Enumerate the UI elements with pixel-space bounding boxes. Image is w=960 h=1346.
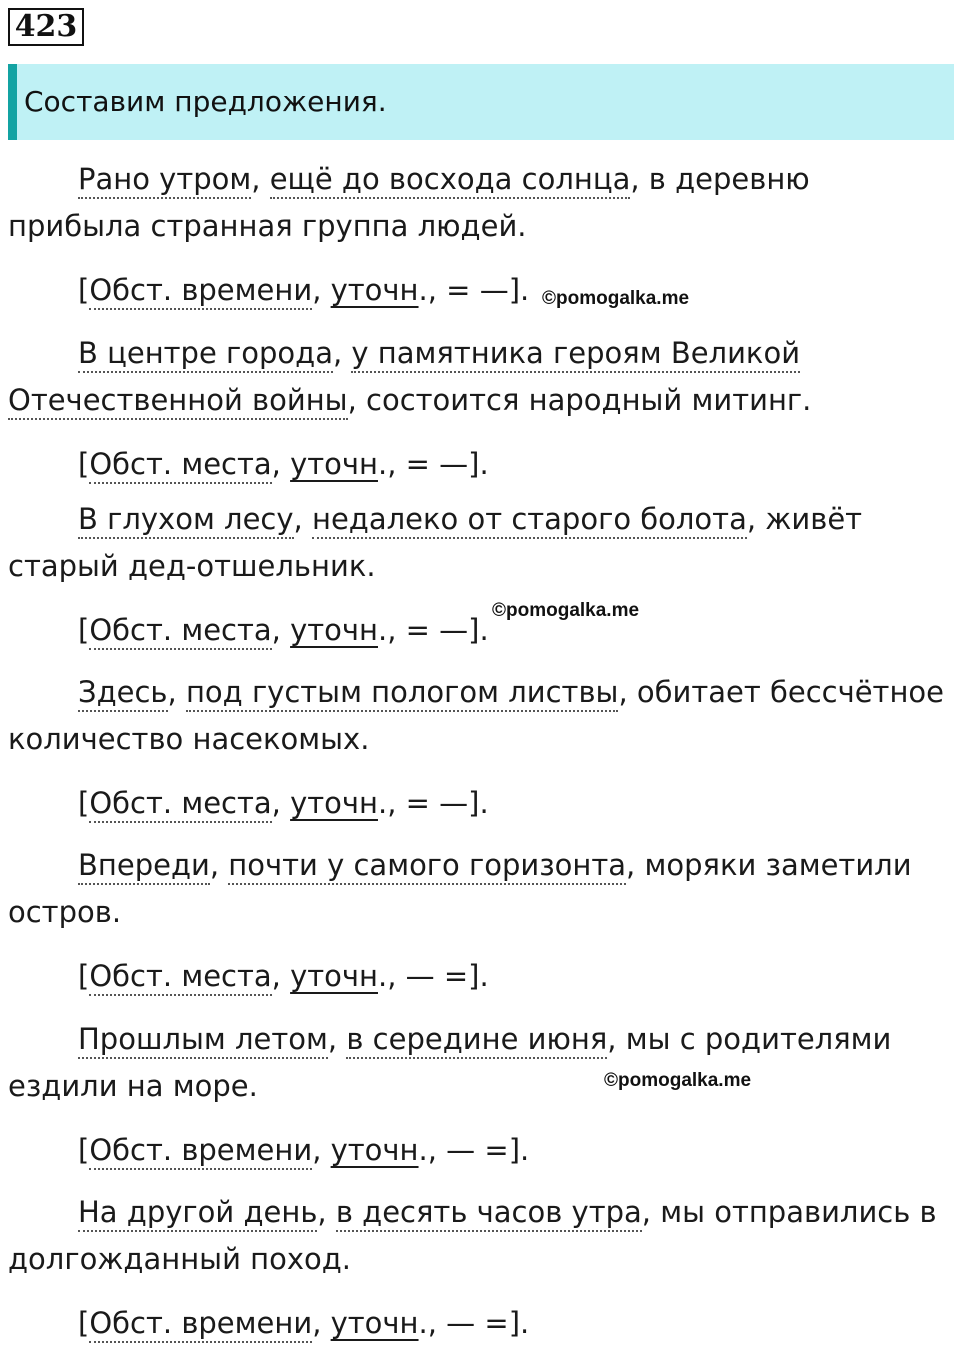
adverbial-phrase: На другой день [78,1195,317,1232]
clarifying-phrase: под густым пологом листвы [186,675,618,712]
sentence-scheme: [Обст. времени, уточн., = —]. [78,272,529,308]
watermark: ©pomogalka.me [604,1070,752,1091]
scheme-adverbial: Обст. места [89,959,271,996]
sentence-scheme: [Обст. места, уточн., = —]. [78,446,489,482]
task-heading: Составим предложения. [8,64,954,140]
scheme-clarification: уточн [290,613,378,647]
scheme-clarification: уточн [330,1306,419,1340]
sentence-scheme: [Обст. времени, уточн., — =]. [78,1305,529,1341]
adverbial-phrase: В глухом лесу [78,502,294,539]
sentence-scheme: [Обст. места, уточн., = —]. [78,785,489,821]
scheme-clarification: уточн [290,959,378,993]
scheme-adverbial: Обст. времени [89,1133,312,1170]
clarifying-phrase: ещё до восхода солнца [270,162,631,199]
sentence: Рано утром, ещё до восхода солнца, в деревню прибыла странная группа людей. [8,162,810,243]
adverbial-phrase: Впереди [78,848,210,885]
scheme-adverbial: Обст. места [89,447,271,484]
sentence-scheme: [Обст. места, уточн., — =]. [78,958,489,994]
sentence: В глухом лесу, недалеко от старого болота, живёт старый дед-отшельник. [8,502,863,583]
adverbial-phrase: Здесь [78,675,168,712]
sentence: В центре города, у памятника героям Великой Отечественной войны, состоится народный митинг. [8,330,948,424]
watermark: ©pomogalka.me [542,288,690,309]
sentence: Прошлым летом, в середине июня, мы с родителями ездили на море. [8,1022,892,1103]
clarifying-phrase: у памятника героям Великой Отечественной войны [8,336,800,420]
sentence: Впереди, почти у самого горизонта, моряки заметили остров. [8,848,912,929]
sentence-scheme: [Обст. места, уточн., = —]. [78,612,489,648]
clarifying-phrase: недалеко от старого болота [312,502,747,539]
watermark: ©pomogalka.me [492,600,640,621]
adverbial-phrase: Прошлым летом [78,1022,328,1059]
clarifying-phrase: в середине июня [346,1022,607,1059]
adverbial-phrase: В центре города [78,336,333,373]
scheme-adverbial: Обст. времени [89,1306,312,1343]
exercise-number: 423 [8,8,84,46]
scheme-clarification: уточн [290,447,378,481]
scheme-adverbial: Обст. времени [89,273,312,310]
sentence: Здесь, под густым пологом листвы, обитает бессчётное количество насекомых. [8,675,944,756]
sentence: На другой день, в десять часов утра, мы отправились в долгожданный поход. [8,1195,937,1276]
sentence-scheme: [Обст. времени, уточн., — =]. [78,1132,529,1168]
clarifying-phrase: почти у самого горизонта [228,848,626,885]
scheme-clarification: уточн [290,786,378,820]
adverbial-phrase: Рано утром [78,162,251,199]
scheme-clarification: уточн [330,1133,419,1167]
scheme-clarification: уточн [330,273,419,307]
clarifying-phrase: в десять часов утра [336,1195,642,1232]
scheme-adverbial: Обст. места [89,613,271,650]
scheme-adverbial: Обст. места [89,786,271,823]
